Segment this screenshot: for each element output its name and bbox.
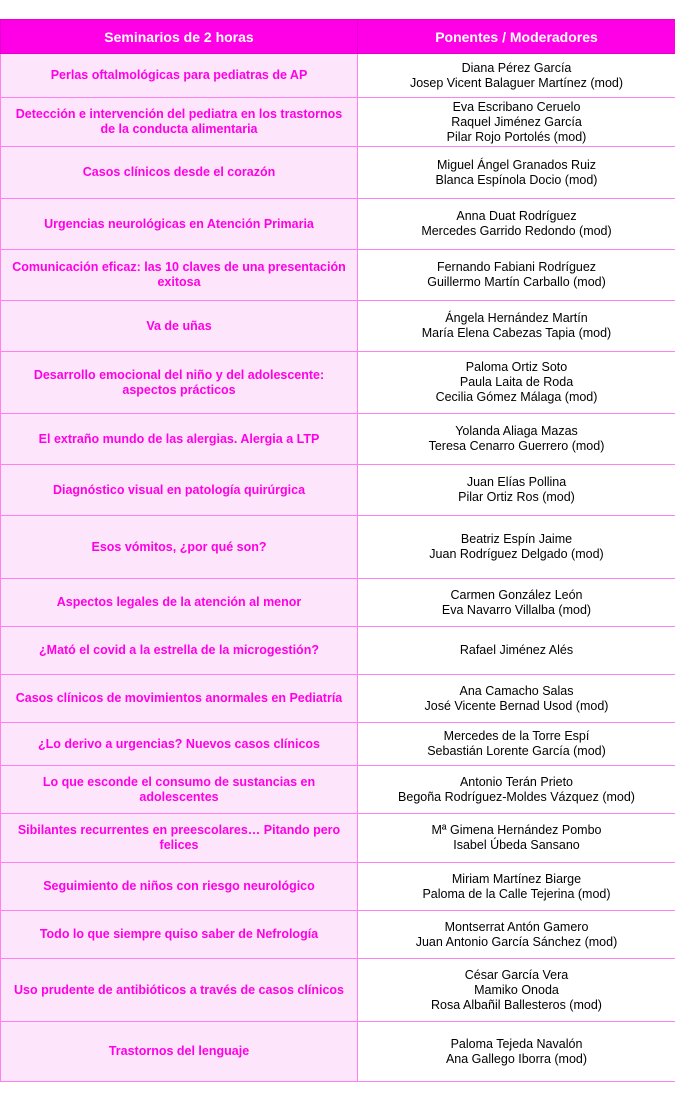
- seminar-title: ¿Mató el covid a la estrella de la microgestión?: [1, 627, 358, 675]
- speaker-name: Antonio Terán Prieto: [459, 774, 574, 789]
- seminar-title: Desarrollo emocional del niño y del adolescente: aspectos prácticos: [1, 352, 358, 414]
- table-row: [1, 250, 675, 301]
- seminar-title: Urgencias neurológicas en Atención Primaria: [1, 199, 358, 250]
- seminar-title: Comunicación eficaz: las 10 claves de una presentación exitosa: [1, 250, 358, 301]
- speakers-cell: [358, 863, 675, 911]
- speaker-name: Mª Gimena Hernández Pombo: [431, 823, 602, 837]
- speaker-name: Pilar Rojo Portolés (mod): [446, 129, 587, 144]
- speaker-name: Paloma Tejeda Navalón: [450, 1036, 583, 1051]
- seminar-title: Casos clínicos desde el corazón: [1, 147, 358, 199]
- table-row: [1, 723, 675, 766]
- table-row: [1, 98, 675, 147]
- speaker-name: Teresa Cenarro Guerrero (mod): [428, 439, 605, 453]
- speaker-name: Paloma de la Calle Tejerina (mod): [422, 886, 611, 901]
- speaker-name: Blanca Espínola Docio (mod): [435, 172, 598, 187]
- speakers-cell: [358, 959, 675, 1022]
- speaker-name: Eva Navarro Villalba (mod): [441, 602, 592, 617]
- speakers-cell: [358, 54, 675, 98]
- speakers-cell: [358, 675, 675, 723]
- speaker-name: Raquel Jiménez García: [451, 114, 582, 129]
- table-row: [1, 516, 675, 579]
- seminar-title: Casos clínicos de movimientos anormales en Pediatría: [1, 675, 358, 723]
- table-row: [1, 147, 675, 199]
- speaker-name: Ana Camacho Salas: [459, 683, 574, 698]
- table-row: [1, 863, 675, 911]
- speaker-name: Paloma Ortiz Soto: [465, 360, 568, 374]
- seminar-title: Va de uñas: [1, 301, 358, 352]
- table-row: [1, 766, 675, 814]
- table-row: [1, 54, 675, 98]
- seminar-title: El extraño mundo de las alergias. Alergia a LTP: [1, 414, 358, 465]
- speaker-name: Paula Laita de Roda: [459, 375, 574, 389]
- speaker-name: Pilar Ortiz Ros (mod): [458, 490, 575, 504]
- speaker-name: Sebastián Lorente García (mod): [427, 744, 606, 758]
- speaker-name: César García Vera: [464, 967, 569, 982]
- speaker-name: Ángela Hernández Martín: [445, 311, 588, 325]
- seminar-title: ¿Lo derivo a urgencias? Nuevos casos clínicos: [1, 723, 358, 766]
- header-row: [1, 20, 675, 54]
- seminar-title: Uso prudente de antibióticos a través de casos clínicos: [1, 959, 358, 1022]
- speaker-name: Rafael Jiménez Alés: [459, 643, 574, 657]
- speakers-cell: [358, 1022, 675, 1082]
- table-row: [1, 199, 675, 250]
- speaker-name: Ana Gallego Iborra (mod): [445, 1051, 588, 1066]
- speaker-name: Mercedes Garrido Redondo (mod): [421, 224, 612, 238]
- seminar-title: Detección e intervención del pediatra en los trastornos de la conducta alimentaria: [1, 98, 358, 147]
- speaker-name: Fernando Fabiani Rodríguez: [436, 260, 597, 274]
- table-row: [1, 1022, 675, 1082]
- speaker-name: Guillermo Martín Carballo (mod): [427, 275, 606, 289]
- speaker-name: Montserrat Antón Gamero: [444, 919, 589, 934]
- seminar-title: Diagnóstico visual en patología quirúrgica: [1, 465, 358, 516]
- seminar-title: Lo que esconde el consumo de sustancias en adolescentes: [1, 766, 358, 814]
- header-speakers: Ponentes / Moderadores: [358, 20, 675, 54]
- speakers-cell: [358, 301, 675, 352]
- speaker-name: Eva Escribano Ceruelo: [452, 99, 581, 114]
- speaker-name: Diana Pérez García: [461, 60, 572, 75]
- speaker-name: María Elena Cabezas Tapia (mod): [421, 326, 612, 340]
- speaker-name: Josep Vicent Balaguer Martínez (mod): [409, 75, 624, 90]
- speaker-name: Isabel Úbeda Sansano: [453, 838, 580, 852]
- speaker-name: Beatriz Espín Jaime: [460, 532, 573, 546]
- speaker-name: Cecilia Gómez Málaga (mod): [435, 390, 598, 404]
- table-row: [1, 627, 675, 675]
- table-row: [1, 579, 675, 627]
- table-row: [1, 814, 675, 863]
- table-row: [1, 465, 675, 516]
- speaker-name: Miriam Martínez Biarge: [451, 871, 582, 886]
- seminar-title: Esos vómitos, ¿por qué son?: [1, 516, 358, 579]
- speaker-name: Begoña Rodríguez-Moldes Vázquez (mod): [398, 789, 635, 804]
- seminar-title: Sibilantes recurrentes en preescolares… Pitando pero felices: [1, 814, 358, 863]
- speaker-name: Carmen González León: [450, 587, 583, 602]
- speakers-cell: [358, 250, 675, 301]
- speaker-name: Juan Rodríguez Delgado (mod): [429, 547, 604, 561]
- table-row: [1, 911, 675, 959]
- speaker-name: Yolanda Aliaga Mazas: [455, 424, 578, 438]
- speaker-name: Mamiko Onoda: [474, 982, 559, 997]
- seminar-title: Trastornos del lenguaje: [1, 1022, 358, 1082]
- table-row: [1, 959, 675, 1022]
- speakers-cell: [358, 814, 675, 863]
- table-row: [1, 301, 675, 352]
- speakers-cell: [358, 98, 675, 147]
- table-body: [1, 54, 675, 1082]
- speaker-name: Miguel Ángel Granados Ruiz: [436, 157, 597, 172]
- speaker-name: Rosa Albañil Ballesteros (mod): [431, 997, 602, 1012]
- seminar-title: Perlas oftalmológicas para pediatras de AP: [1, 54, 358, 98]
- seminar-table: [0, 19, 675, 1082]
- table-row: [1, 352, 675, 414]
- speaker-name: José Vicente Bernad Usod (mod): [424, 698, 609, 713]
- seminar-title: Aspectos legales de la atención al menor: [1, 579, 358, 627]
- speaker-name: Juan Elías Pollina: [466, 475, 567, 489]
- speakers-cell: [358, 199, 675, 250]
- speakers-cell: [358, 516, 675, 579]
- speakers-cell: [358, 147, 675, 199]
- speakers-cell: [358, 465, 675, 516]
- speakers-cell: [358, 579, 675, 627]
- speaker-name: Anna Duat Rodríguez: [456, 209, 577, 223]
- header-seminar: Seminarios de 2 horas: [1, 20, 358, 54]
- speaker-name: Mercedes de la Torre Espí: [443, 729, 590, 743]
- speaker-name: Juan Antonio García Sánchez (mod): [415, 934, 618, 949]
- table-row: [1, 414, 675, 465]
- speakers-cell: [358, 627, 675, 675]
- seminar-title: Seguimiento de niños con riesgo neurológico: [1, 863, 358, 911]
- speakers-cell: [358, 352, 675, 414]
- speakers-cell: [358, 723, 675, 766]
- seminar-title: Todo lo que siempre quiso saber de Nefrología: [1, 911, 358, 959]
- speakers-cell: [358, 414, 675, 465]
- speakers-cell: [358, 766, 675, 814]
- speakers-cell: [358, 911, 675, 959]
- table-row: [1, 675, 675, 723]
